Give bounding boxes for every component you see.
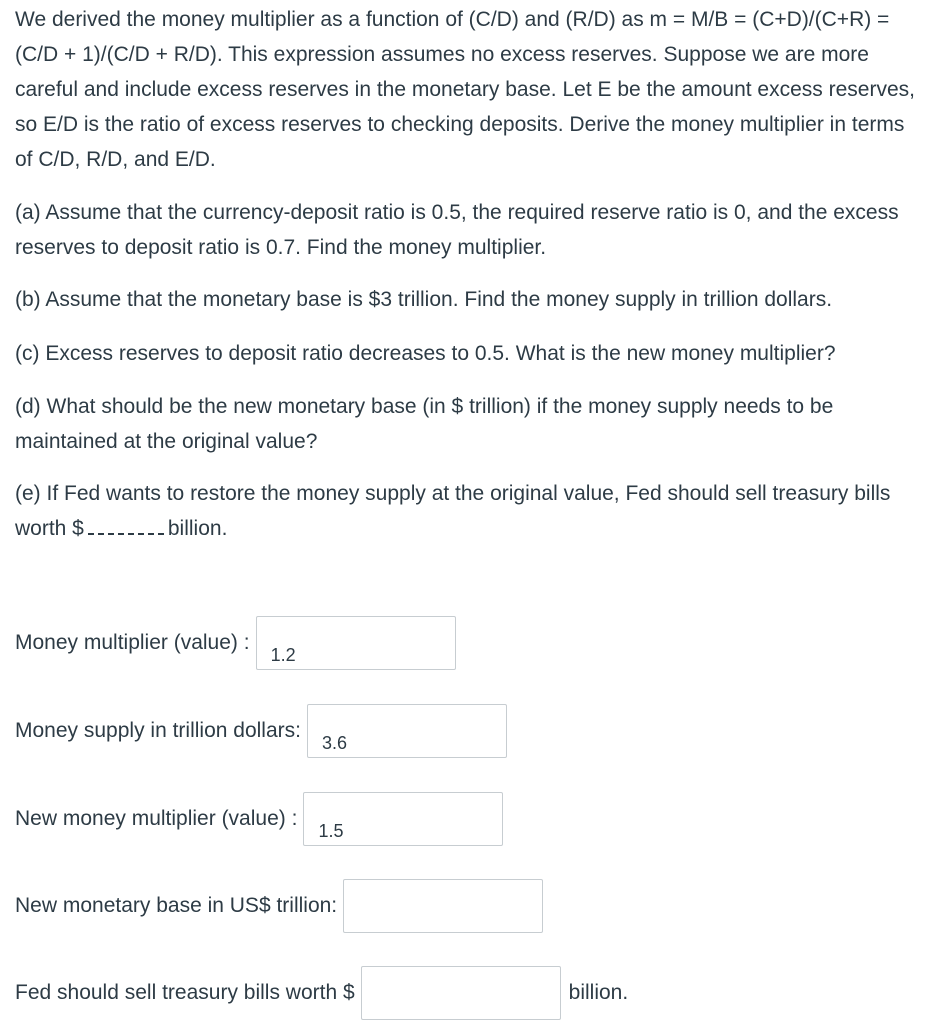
new-monetary-base-input[interactable] <box>343 879 543 933</box>
new-monetary-base-label: New monetary base in US$ trillion: <box>15 894 338 917</box>
part-e-text-before: (e) If Fed wants to restore the money supply at the original value, Fed should sell treasury bills worth $ <box>15 482 891 540</box>
answer-row-money-multiplier <box>15 616 456 670</box>
money-supply-input[interactable]: 3.6 <box>307 704 507 758</box>
part-b-text: (b) Assume that the monetary base is $3 trillion. Find the money supply in trillion dollars. <box>15 288 833 311</box>
answer-row-new-money-multiplier <box>15 792 503 846</box>
answer-row-money-supply <box>15 704 507 758</box>
treasury-bills-suffix: billion. <box>568 981 629 1004</box>
part-e-text-after: billion. <box>167 517 228 540</box>
part-e-text <box>15 476 925 546</box>
part-d-text: (d) What should be the new monetary base (in $ trillion) if the money supply needs to be maintained at the original value? <box>15 395 834 453</box>
money-supply-label: Money supply in trillion dollars: <box>15 719 301 742</box>
money-multiplier-label: Money multiplier (value) : <box>15 631 250 654</box>
answer-blank <box>88 513 164 535</box>
question-intro: We derived the money multiplier as a function of (C/D) and (R/D) as m = M/B = (C+D)/(C+R) = (C/D + 1)/(C/D + R/D). This expression assumes no excess reserves. Suppose we are more careful and include excess reserves in the monetary base. Let E be the amount excess reserves, so E/D is the ratio of excess reserves to checking deposits. Derive the money multiplier in terms of C/D, R/D, and E/D. <box>15 8 915 171</box>
new-money-multiplier-input[interactable]: 1.5 <box>303 792 503 846</box>
answer-row-new-monetary-base <box>15 879 543 933</box>
part-a-text: (a) Assume that the currency-deposit ratio is 0.5, the required reserve ratio is 0, and the excess reserves to deposit ratio is 0.7. Find the money multiplier. <box>15 201 899 259</box>
part-c-text: (c) Excess reserves to deposit ratio decreases to 0.5. What is the new money multiplier? <box>15 342 836 365</box>
answer-row-treasury-bills <box>15 966 628 1020</box>
new-money-multiplier-label: New money multiplier (value) : <box>15 807 298 830</box>
treasury-bills-label: Fed should sell treasury bills worth $ <box>15 981 355 1004</box>
money-multiplier-input[interactable]: 1.2 <box>256 616 456 670</box>
treasury-bills-input[interactable] <box>361 966 561 1020</box>
